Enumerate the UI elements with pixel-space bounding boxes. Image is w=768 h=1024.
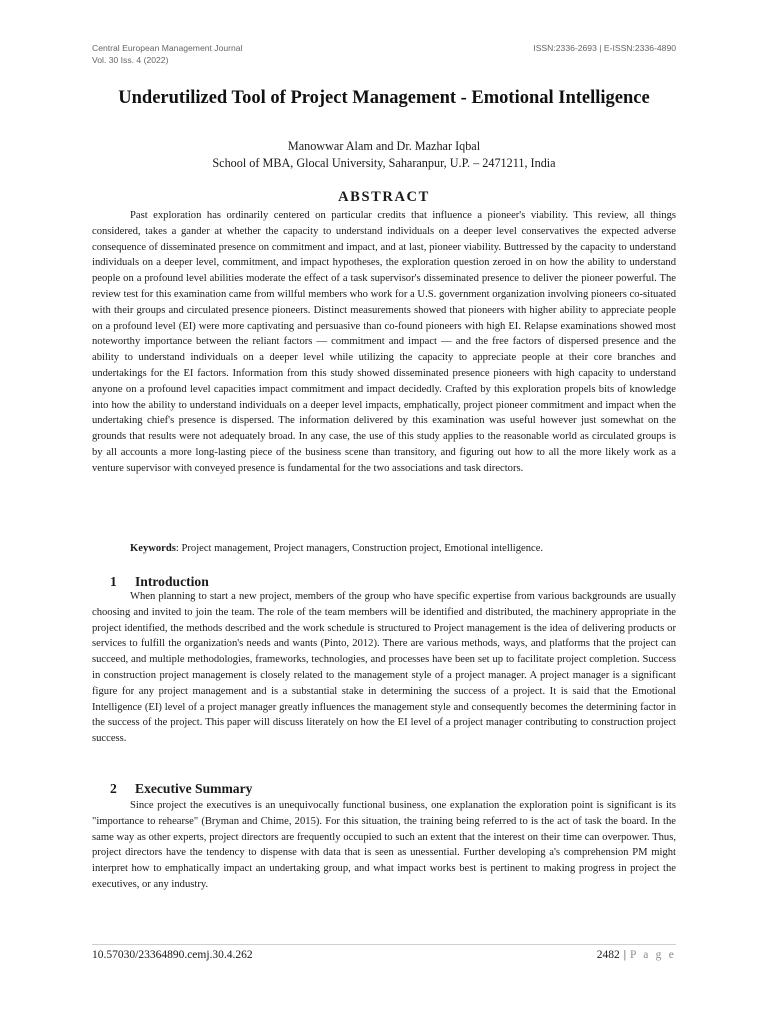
page-word: P a g e [630,949,676,961]
page-separator: | [623,949,627,961]
section-title: Executive Summary [135,781,253,796]
abstract-text: Past exploration has ordinarily centered on particular credits that influence a pioneer's viability. This review, all things considered, takes a gander at whether the capacity to understand individuals on a deeper level conservatives the expected adverse consequence of disseminated presence on commitment and impact, and at last, pioneer viability. Buttressed by the capacity to understand individuals on a deeper level, commitment, and impact hypotheses, the exploration question zeroed in on how the ability to understand people on a profound level abilities moderate the effect of a task supervisor's disseminated presence to deliver the pioneer powerful. The review test for this examination came from willful members who work for a U.S. government organization involving pioneers co-situated with their groups and circulated presence pioneers. Distinct measurements showed that pioneers with higher ability to appreciate people on a profound level (EI) were more captivating and persuasive than co-found pioneers with high EI. Relapse examinations showed most noteworthy importance between the reliant factors — commitment and impact — and the free factors of dispersed presence and the ability to understand individuals on a deeper level while utilizing the capacity to appreciate people at their core branches and undertakings for the EI factors. Information from this study showed disseminated presence pioneers with high capacity to understand anyone on a profound level capacities impact commitment and impact decidedly. Crafted by this exploration propels bits of knowledge into how the ability to understand individuals on a deeper level impacts, emphatically, project pioneer commitment and impact when the undertaking chief's presence is dispersed. The information delivered by this examination was useful however just somewhat on the grounds that results were not adequately broad. In any case, the use of this study applies to the reasonable world as circulated groups is by all accounts a more long-lasting piece of the business scene than transitory, and figuring out how to all the more likely work as a venture supervisor with conveyed presence is fundamental for the two associations and task directors. [92,210,676,474]
author-affiliation: School of MBA, Glocal University, Saharanpur, U.P. – 2471211, India [212,156,556,170]
footer-doi: 10.57030/23364890.cemj.30.4.262 [92,949,253,961]
journal-issn: ISSN:2336-2693 | E-ISSN:2336-4890 [533,43,676,53]
section-number: 2 [110,781,117,796]
introduction-text: When planning to start a new project, members of the group who have specific expertise from various backgrounds are usually choosing and invited to join the team. The role of the team members will be identified and distributed, the machinery appropriate in the project identified, the methods described and the work schedule is structured to Project management is the idea of delivering products or services to fulfill the organization's needs and wants (Pinto, 2012). There are various methods, ways, and platforms that the project can succeed, and multiple methodologies, frameworks, technologies, and processes have been set up to facilitate project completion. Success in construction project management is closely related to the management style of a project manager. A project manager is a significant figure for any project management and is a substantial stake in determining the success of a project. It is said that the Emotional Intelligence (EI) level of a project manager greatly influences the management style and consequently becomes the determining factor in the success of the project. This paper will discuss literately on how the EI level of a project manager contributing to construction project success. [92,591,676,745]
paper-authors: Manowwar Alam and Dr. Mazhar Iqbal [287,139,481,153]
journal-name: Central European Management Journal [92,43,243,53]
keywords-label: Keywords [130,543,176,554]
executive-summary-text: Since project the executives is an unequivocally functional business, one explanation the exploration point is significant is its "importance to rehearse" (Bryman and Chime, 2015). For this situation, the training being referred to is the act of task the board. In the same way as other experts, project directors are frequently occupied to such an extent that the interest on their time can overpower. Thus, project directors have the tendency to dispense with data that is seen as unessential. Further developing a's comprehension PM might interpret how to emphatically impact an undertaking group, and what impact works best is pertinent to making progress in project the executives, or any industry. [92,800,676,890]
journal-volume: Vol. 30 Iss. 4 (2022) [92,55,169,65]
footer-page-number [597,947,676,963]
journal-info [92,42,242,66]
page-number: 2482 [596,949,620,961]
section-title: Introduction [135,574,209,589]
section-heading-executive-summary [110,780,252,798]
section-number: 1 [110,574,117,589]
keywords [130,541,676,556]
footer-divider [92,944,676,945]
abstract-heading: ABSTRACT [338,189,430,205]
running-header [92,42,676,68]
paper-title: Underutilized Tool of Project Management - Emotional Intelligence [118,88,650,108]
keywords-text: : Project management, Project managers, Construction project, Emotional intelligence. [175,543,544,554]
